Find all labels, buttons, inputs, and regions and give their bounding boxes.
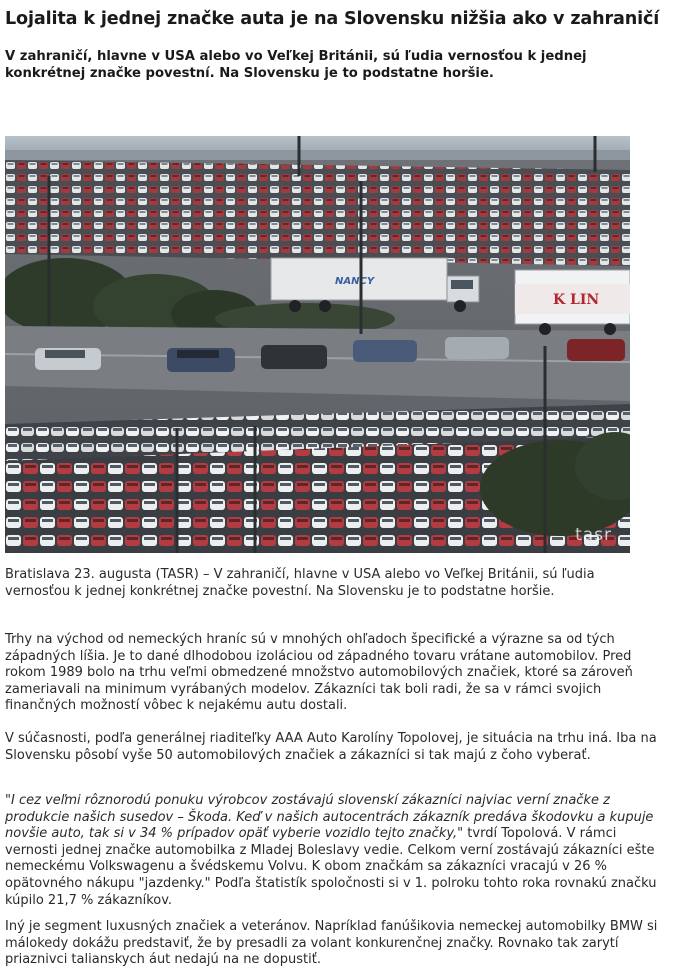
paragraph-5: Iný je segment luxusných značiek a veteránov. Napríklad fanúšikovia nemeckej automobilky BMW si málokedy dokážu predstaviť, že by presadli za volant konkurenčnej značky. Rovnako tak zarytí priaznivci talianskych áut nedajú na ne dopustiť. (5, 919, 658, 968)
photo-watermark: tasr (575, 525, 612, 545)
paragraph-3: V súčasnosti, podľa generálnej riaditeľky AAA Auto Karolíny Topolovej, je situácia na trhu iná. Iba na Slovensku pôsobí vyše 50 automobilových značiek a zákazníci si tak majú z čoho vyberať. (5, 731, 657, 763)
truck-1-label: NANCY (335, 276, 375, 287)
article-photo (5, 136, 630, 553)
article-lead: V zahraničí, hlavne v USA alebo vo Veľkej Británii, sú ľudia vernosťou k jednej konkrétnej značke povestní. Na Slovensku je to podstatne horšie. (5, 49, 587, 81)
paragraph-4 (5, 793, 660, 909)
quote-topolova: "I cez veľmi rôznorodú ponuku výrobcov zostávajú slovenskí zákazníci najviac verní značke z produkcie našich susedov – Škoda. Keď v našich autocentrách zákazník predáva škodovku a kupuje novšie auto, tak si v 34 % prípadov opäť vyberie vozidlo tejto značky," (5, 793, 654, 842)
paragraph-4-text: tvrdí Topolová. V rámci vernosti jednej značke automobilka z Mladej Boleslavy vedie. Celkom verní zostávajú zákazníci ešte nemeckému Volkswagenu a švédskemu Volvu. K obom značkám sa zákazníci vracajú v 26 % opätovného nákupu "jazdenky." Podľa štatistík spoločnosti si v 1. polroku tohto roka rovnakú značku kúpilo 21,7 % zákazníkov. (5, 826, 657, 908)
car-park-photo (5, 136, 630, 553)
article-title: Lojalita k jednej značke auta je na Slovensku nižšia ako v zahraničí (5, 9, 660, 29)
truck-2-label: K LIN (553, 292, 600, 308)
paragraph-2: Trhy na východ od nemeckých hraníc sú v mnohých ohľadoch špecifické a výrazne sa od tých západných líšia. Je to dané dlhodobou izoláciou od západného tovaru vrátane automobilov. Pred rokom 1989 bolo na trhu veľmi obmedzené množstvo automobilových značiek, ktoré sa zároveň zameriavali na minimum vyrábaných modelov. Zákazníci tak boli radi, že sa v rámci svojich finančných možností vôbec k nejakému autu dostali. (5, 632, 633, 714)
paragraph-dateline: Bratislava 23. augusta (TASR) – V zahraničí, hlavne v USA alebo vo Veľkej Británii, sú ľudia vernosťou k jednej konkrétnej značke povestní. Na Slovensku je to podstatne horšie. (5, 567, 595, 599)
